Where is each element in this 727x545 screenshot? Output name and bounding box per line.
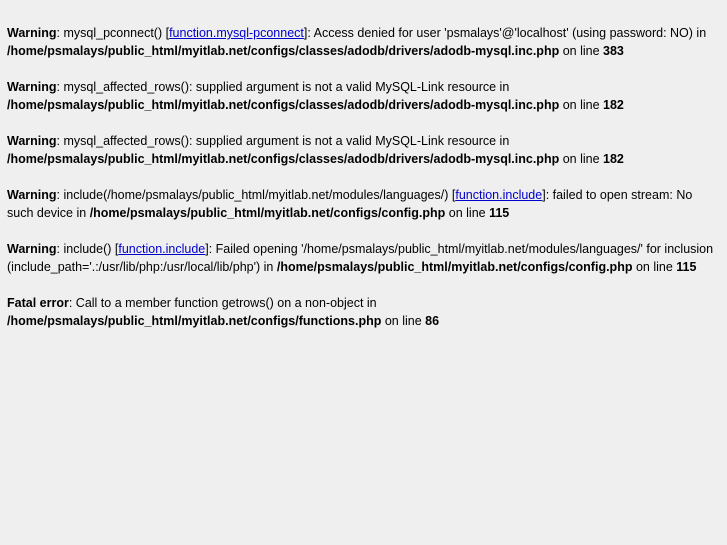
error-text: : include() [ xyxy=(56,242,119,256)
error-message-6 xyxy=(7,294,721,330)
file-path: /home/psmalays/public_html/myitlab.net/configs/classes/adodb/drivers/adodb-mysql.inc.php xyxy=(7,152,560,166)
error-message-3 xyxy=(7,132,721,168)
error-text: : Call to a member function getrows() on a non-object in xyxy=(68,296,377,310)
error-message-1 xyxy=(7,24,721,60)
error-message-5 xyxy=(7,240,721,276)
file-path: /home/psmalays/public_html/myitlab.net/configs/classes/adodb/drivers/adodb-mysql.inc.php xyxy=(7,98,560,112)
file-path: /home/psmalays/public_html/myitlab.net/configs/functions.php xyxy=(7,314,382,328)
on-line-text: on line xyxy=(559,152,603,166)
on-line-text: on line xyxy=(445,206,490,220)
doc-link-mysql-pconnect[interactable]: function.mysql-pconnect xyxy=(169,26,304,40)
error-text: : include(/home/psmalays/public_html/myitlab.net/modules/languages/) [ xyxy=(56,188,456,202)
file-path: /home/psmalays/public_html/myitlab.net/configs/config.php xyxy=(89,206,446,220)
doc-link-include[interactable]: function.include xyxy=(455,188,543,202)
on-line-text: on line xyxy=(559,98,603,112)
doc-link-include[interactable]: function.include xyxy=(118,242,206,256)
error-text: : mysql_affected_rows(): supplied argument is not a valid MySQL-Link resource in xyxy=(56,80,510,94)
error-type: Warning xyxy=(7,242,57,256)
line-number: 182 xyxy=(603,152,624,166)
error-type: Warning xyxy=(7,188,57,202)
error-text: ]: Access denied for user 'psmalays'@'localhost' (using password: NO) in xyxy=(303,26,707,40)
line-number: 383 xyxy=(603,44,624,58)
error-text: ]: Failed opening '/home/psmalays/public_html/myitlab.net/modules/languages/' for inclusion (include_path='.:/usr/lib/php:/usr/local/lib/php') in xyxy=(7,242,714,274)
file-path: /home/psmalays/public_html/myitlab.net/configs/classes/adodb/drivers/adodb-mysql.inc.php xyxy=(7,44,560,58)
on-line-text: on line xyxy=(632,260,677,274)
error-message-4 xyxy=(7,186,721,222)
on-line-text: on line xyxy=(381,314,426,328)
error-type: Warning xyxy=(7,80,57,94)
error-text: : mysql_affected_rows(): supplied argument is not a valid MySQL-Link resource in xyxy=(56,134,510,148)
error-text: ]: failed to open stream: No such device in xyxy=(7,188,693,220)
error-type: Fatal error xyxy=(7,296,69,310)
line-number: 86 xyxy=(425,314,440,328)
error-message-2 xyxy=(7,78,721,114)
file-path: /home/psmalays/public_html/myitlab.net/configs/config.php xyxy=(276,260,633,274)
line-number: 115 xyxy=(489,206,510,220)
error-type: Warning xyxy=(7,26,57,40)
error-type: Warning xyxy=(7,134,57,148)
on-line-text: on line xyxy=(559,44,603,58)
error-text: : mysql_pconnect() [ xyxy=(56,26,170,40)
line-number: 182 xyxy=(603,98,624,112)
line-number: 115 xyxy=(676,260,697,274)
